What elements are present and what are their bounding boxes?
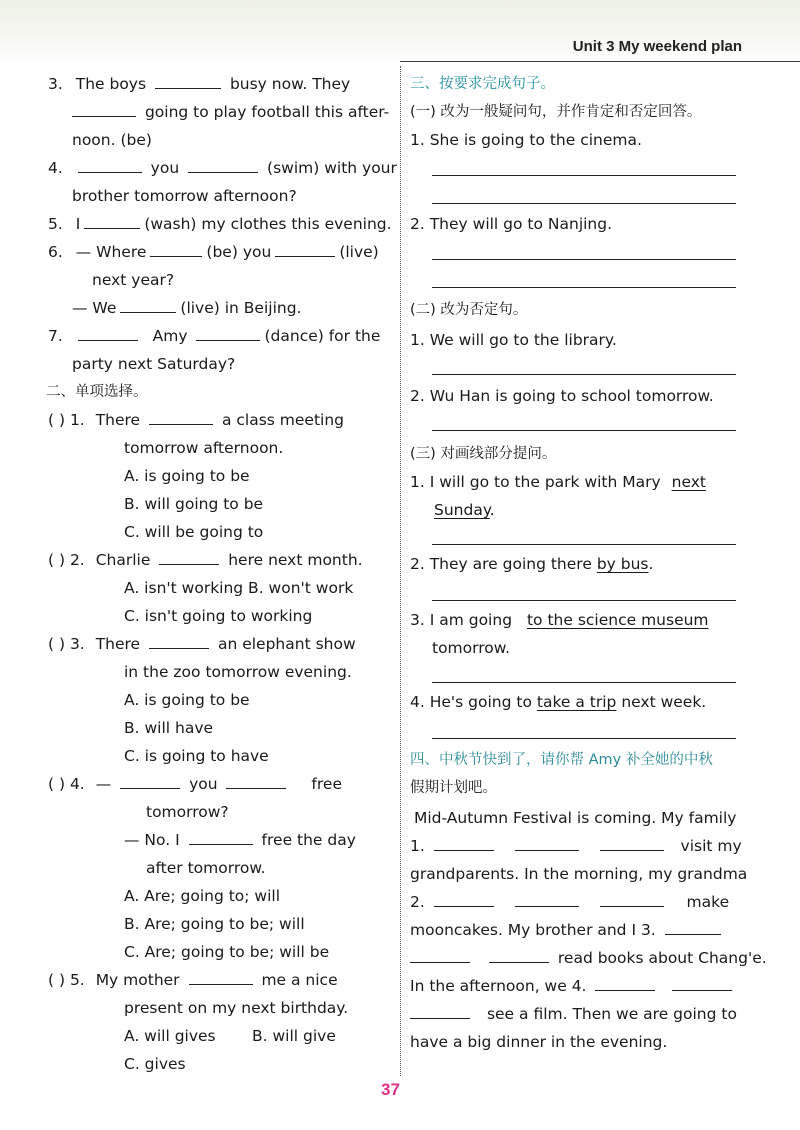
- answer-blank[interactable]: [72, 100, 136, 117]
- answer-blank[interactable]: [189, 828, 253, 845]
- option-a[interactable]: A. is going to be: [124, 467, 250, 485]
- option-a[interactable]: A. Are; going to; will: [124, 887, 281, 905]
- option-b[interactable]: B. will have: [124, 719, 214, 737]
- option-a-b[interactable]: A. isn't working B. won't work: [124, 579, 354, 597]
- part-2-question-2: 2. Wu Han is going to school tomorrow.: [410, 387, 714, 405]
- question-7: 7. Amy (dance) for the: [48, 322, 380, 350]
- option-b[interactable]: B. will give: [252, 1027, 336, 1045]
- answer-line[interactable]: [432, 287, 736, 288]
- question-5: 5. I (wash) my clothes this evening.: [48, 210, 392, 238]
- answer-line[interactable]: [432, 682, 736, 683]
- part-3-question-3: 3. I am going to the science museum: [410, 611, 709, 629]
- option-b[interactable]: B. Are; going to be; will: [124, 915, 305, 933]
- answer-blank[interactable]: [275, 240, 335, 257]
- answer-blank[interactable]: [226, 772, 286, 789]
- answer-blank[interactable]: [149, 408, 213, 425]
- answer-blank[interactable]: [149, 632, 209, 649]
- section-2-title: 二、单项选择。: [46, 384, 148, 400]
- mc-question-4: ( ) 4. — you free: [48, 770, 342, 798]
- question-6: 6. — Where (be) you (live): [48, 238, 379, 266]
- answer-line[interactable]: [432, 738, 736, 739]
- passage-line: In the afternoon, we 4.: [410, 972, 736, 1000]
- answer-blank[interactable]: [150, 240, 202, 257]
- passage-line: Mid-Autumn Festival is coming. My family: [414, 809, 737, 827]
- page-header-title: Unit 3 My weekend plan: [572, 38, 742, 55]
- blank-1c[interactable]: [600, 834, 664, 851]
- column-divider: [400, 66, 401, 1076]
- question-3: 3. The boys busy now. They: [48, 70, 382, 98]
- option-c[interactable]: C. is going to have: [124, 747, 269, 765]
- part-1-instruction: (一) 改为一般疑问句，并作肯定和否定回答。: [410, 104, 702, 120]
- blank-3b[interactable]: [410, 946, 470, 963]
- passage-line: read books about Chang'e.: [410, 944, 767, 972]
- blank-2a[interactable]: [434, 890, 494, 907]
- mc-question-2: ( ) 2. Charlie here next month.: [48, 546, 363, 574]
- blank-4c[interactable]: [410, 1002, 470, 1019]
- blank-2c[interactable]: [600, 890, 664, 907]
- part-1-question-2: 2. They will go to Nanjing.: [410, 215, 613, 233]
- answer-blank[interactable]: [155, 72, 221, 89]
- passage-line: see a film. Then we are going to: [410, 1000, 737, 1028]
- answer-line[interactable]: [432, 259, 736, 260]
- part-1-question-1: 1. She is going to the cinema.: [410, 131, 642, 149]
- answer-line[interactable]: [432, 203, 736, 204]
- answer-blank[interactable]: [189, 968, 253, 985]
- passage-line: 2. make: [410, 888, 729, 916]
- passage-line: grandparents. In the morning, my grandma: [410, 865, 748, 883]
- mc-question-1: ( ) 1. There a class meeting: [48, 406, 344, 434]
- blank-3c[interactable]: [489, 946, 549, 963]
- blank-1a[interactable]: [434, 834, 494, 851]
- part-2-question-1: 1. We will go to the library.: [410, 331, 617, 349]
- answer-blank[interactable]: [120, 772, 180, 789]
- blank-4a[interactable]: [595, 974, 655, 991]
- part-3-question-4: 4. He's going to take a trip next week.: [410, 693, 707, 711]
- option-c[interactable]: C. Are; going to be; will be: [124, 943, 330, 961]
- page-number: 37: [381, 1080, 400, 1099]
- answer-line[interactable]: [432, 374, 736, 375]
- part-3-question-1: 1. I will go to the park with Mary next: [410, 473, 706, 491]
- mc-question-5: ( ) 5. My mother me a nice: [48, 966, 338, 994]
- blank-3a[interactable]: [665, 918, 721, 935]
- passage-line: have a big dinner in the evening.: [410, 1033, 668, 1051]
- option-c[interactable]: C. gives: [124, 1055, 186, 1073]
- part-2-instruction: (二) 改为否定句。: [410, 302, 528, 318]
- answer-blank[interactable]: [196, 324, 260, 341]
- answer-line[interactable]: [432, 544, 736, 545]
- answer-blank[interactable]: [188, 156, 258, 173]
- header-rule: [400, 61, 800, 62]
- passage-line: mooncakes. My brother and I 3.: [410, 916, 725, 944]
- answer-blank[interactable]: [78, 324, 138, 341]
- option-b[interactable]: B. will going to be: [124, 495, 264, 513]
- question-4: 4. you (swim) with your: [48, 154, 397, 182]
- option-c[interactable]: C. isn't going to working: [124, 607, 313, 625]
- section-4-title-cont: 假期计划吧。: [410, 780, 497, 796]
- option-c[interactable]: C. will be going to: [124, 523, 264, 541]
- passage-line: 1. visit my: [410, 832, 742, 860]
- answer-line[interactable]: [432, 600, 736, 601]
- section-3-title: 三、按要求完成句子。: [410, 76, 555, 92]
- part-3-instruction: (三) 对画线部分提问。: [410, 446, 557, 462]
- blank-1b[interactable]: [515, 834, 579, 851]
- blank-4b[interactable]: [672, 974, 732, 991]
- mc-question-3: ( ) 3. There an elephant show: [48, 630, 356, 658]
- part-3-question-2: 2. They are going there by bus.: [410, 555, 654, 573]
- blank-2b[interactable]: [515, 890, 579, 907]
- section-4-title: 四、中秋节快到了，请你帮 Amy 补全她的中秋: [410, 752, 713, 768]
- option-a[interactable]: A. will gives: [124, 1027, 216, 1045]
- answer-line[interactable]: [432, 430, 736, 431]
- answer-line[interactable]: [432, 175, 736, 176]
- answer-blank[interactable]: [84, 212, 140, 229]
- answer-blank[interactable]: [78, 156, 142, 173]
- answer-blank[interactable]: [159, 548, 219, 565]
- option-a[interactable]: A. is going to be: [124, 691, 250, 709]
- answer-blank[interactable]: [120, 296, 176, 313]
